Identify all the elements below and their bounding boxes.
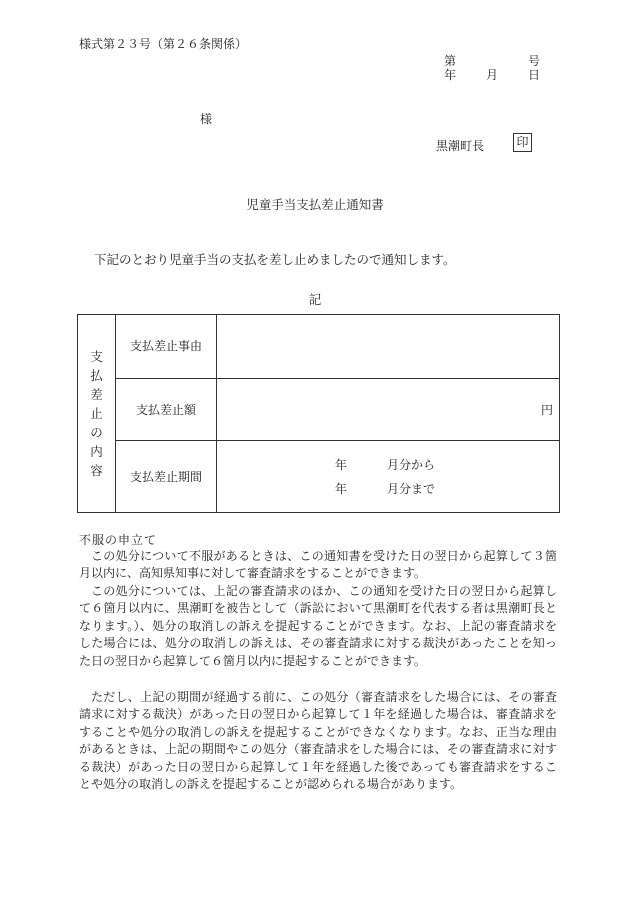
issuer-name: 黒潮町長 bbox=[436, 139, 485, 153]
period-field[interactable] bbox=[217, 441, 560, 513]
period-from bbox=[217, 455, 559, 475]
appeal-paragraph-3: ただし、上記の期間が経過する前に、この処分（審査請求をした場合には、その審査請求に対する裁決）があった日の翌日から起算して１年を経過した場合は、審査請求をすることや処分の取消しの訴えを提起することができなくなります。なお、正当な理由があるときは、上記の期間やこの処分（審査請求をした場合には、その審査請求に対する裁決）があった日の翌日から起算して１年を経過した後であっても審査請求をすることや処分の取消しの訴えを提起することが認められる場合があります。 bbox=[79, 690, 557, 792]
period-to-month: 月分まで bbox=[387, 481, 436, 496]
reason-field[interactable] bbox=[217, 315, 560, 379]
form-number: 様式第２３号（第２６条関係） bbox=[79, 37, 248, 51]
period-from-year: 年 bbox=[335, 457, 348, 472]
details-table bbox=[77, 314, 560, 513]
vertical-char: 払 bbox=[90, 368, 103, 383]
amount-unit: 円 bbox=[540, 403, 553, 417]
amount-field[interactable] bbox=[217, 379, 560, 441]
doc-number-prefix: 第 bbox=[444, 54, 457, 68]
document-date bbox=[444, 66, 540, 80]
doc-number-suffix: 号 bbox=[528, 54, 541, 68]
intro-text: 下記のとおり児童手当の支払を差し止めましたので通知します。 bbox=[94, 252, 456, 267]
vertical-char: 止 bbox=[90, 406, 103, 421]
appeal-paragraph-2: この処分については、上記の審査請求のほか、この通知を受けた日の翌日から起算して６箇月以内に、黒潮町を被告として（訴訟において黒潮町を代表する者は黒潮町長となります。）、処分の取消しの訴えを提起することができます。なお、上記の審査請求をした場合には、処分の取消しの訴えは、その審査請求に対する裁決があったことを知った日の翌日から起算して６箇月以内に提起することができます。 bbox=[79, 584, 557, 668]
vertical-char: 内 bbox=[90, 444, 103, 459]
vertical-char: 差 bbox=[90, 387, 103, 402]
ki-heading: 記 bbox=[308, 292, 322, 307]
document-title: 児童手当支払差止通知書 bbox=[246, 197, 384, 212]
vertical-header bbox=[78, 315, 116, 513]
table-row bbox=[78, 379, 560, 441]
appeal-paragraph-1: この処分について不服があるときは、この通知書を受けた日の翌日から起算して３箇月以内に、高知県知事に対して審査請求をすることができます。 bbox=[79, 549, 557, 581]
seal-mark: 印 bbox=[513, 133, 532, 152]
addressee-suffix: 様 bbox=[200, 112, 213, 126]
period-to-year: 年 bbox=[335, 481, 348, 496]
period-from-month: 月分から bbox=[387, 457, 436, 472]
reason-label: 支払差止事由 bbox=[116, 315, 217, 379]
table-row bbox=[78, 441, 560, 513]
vertical-char: の bbox=[90, 425, 103, 440]
amount-label: 支払差止額 bbox=[116, 379, 217, 441]
period-label: 支払差止期間 bbox=[116, 441, 217, 513]
date-month: 月 bbox=[486, 68, 499, 82]
date-day: 日 bbox=[528, 68, 541, 82]
date-year: 年 bbox=[444, 68, 457, 82]
vertical-char: 支 bbox=[90, 349, 103, 364]
appeal-heading: 不服の申立て bbox=[79, 533, 158, 547]
vertical-char: 容 bbox=[90, 463, 103, 478]
document-number bbox=[444, 52, 540, 66]
period-to bbox=[217, 479, 559, 499]
table-row bbox=[78, 315, 560, 379]
